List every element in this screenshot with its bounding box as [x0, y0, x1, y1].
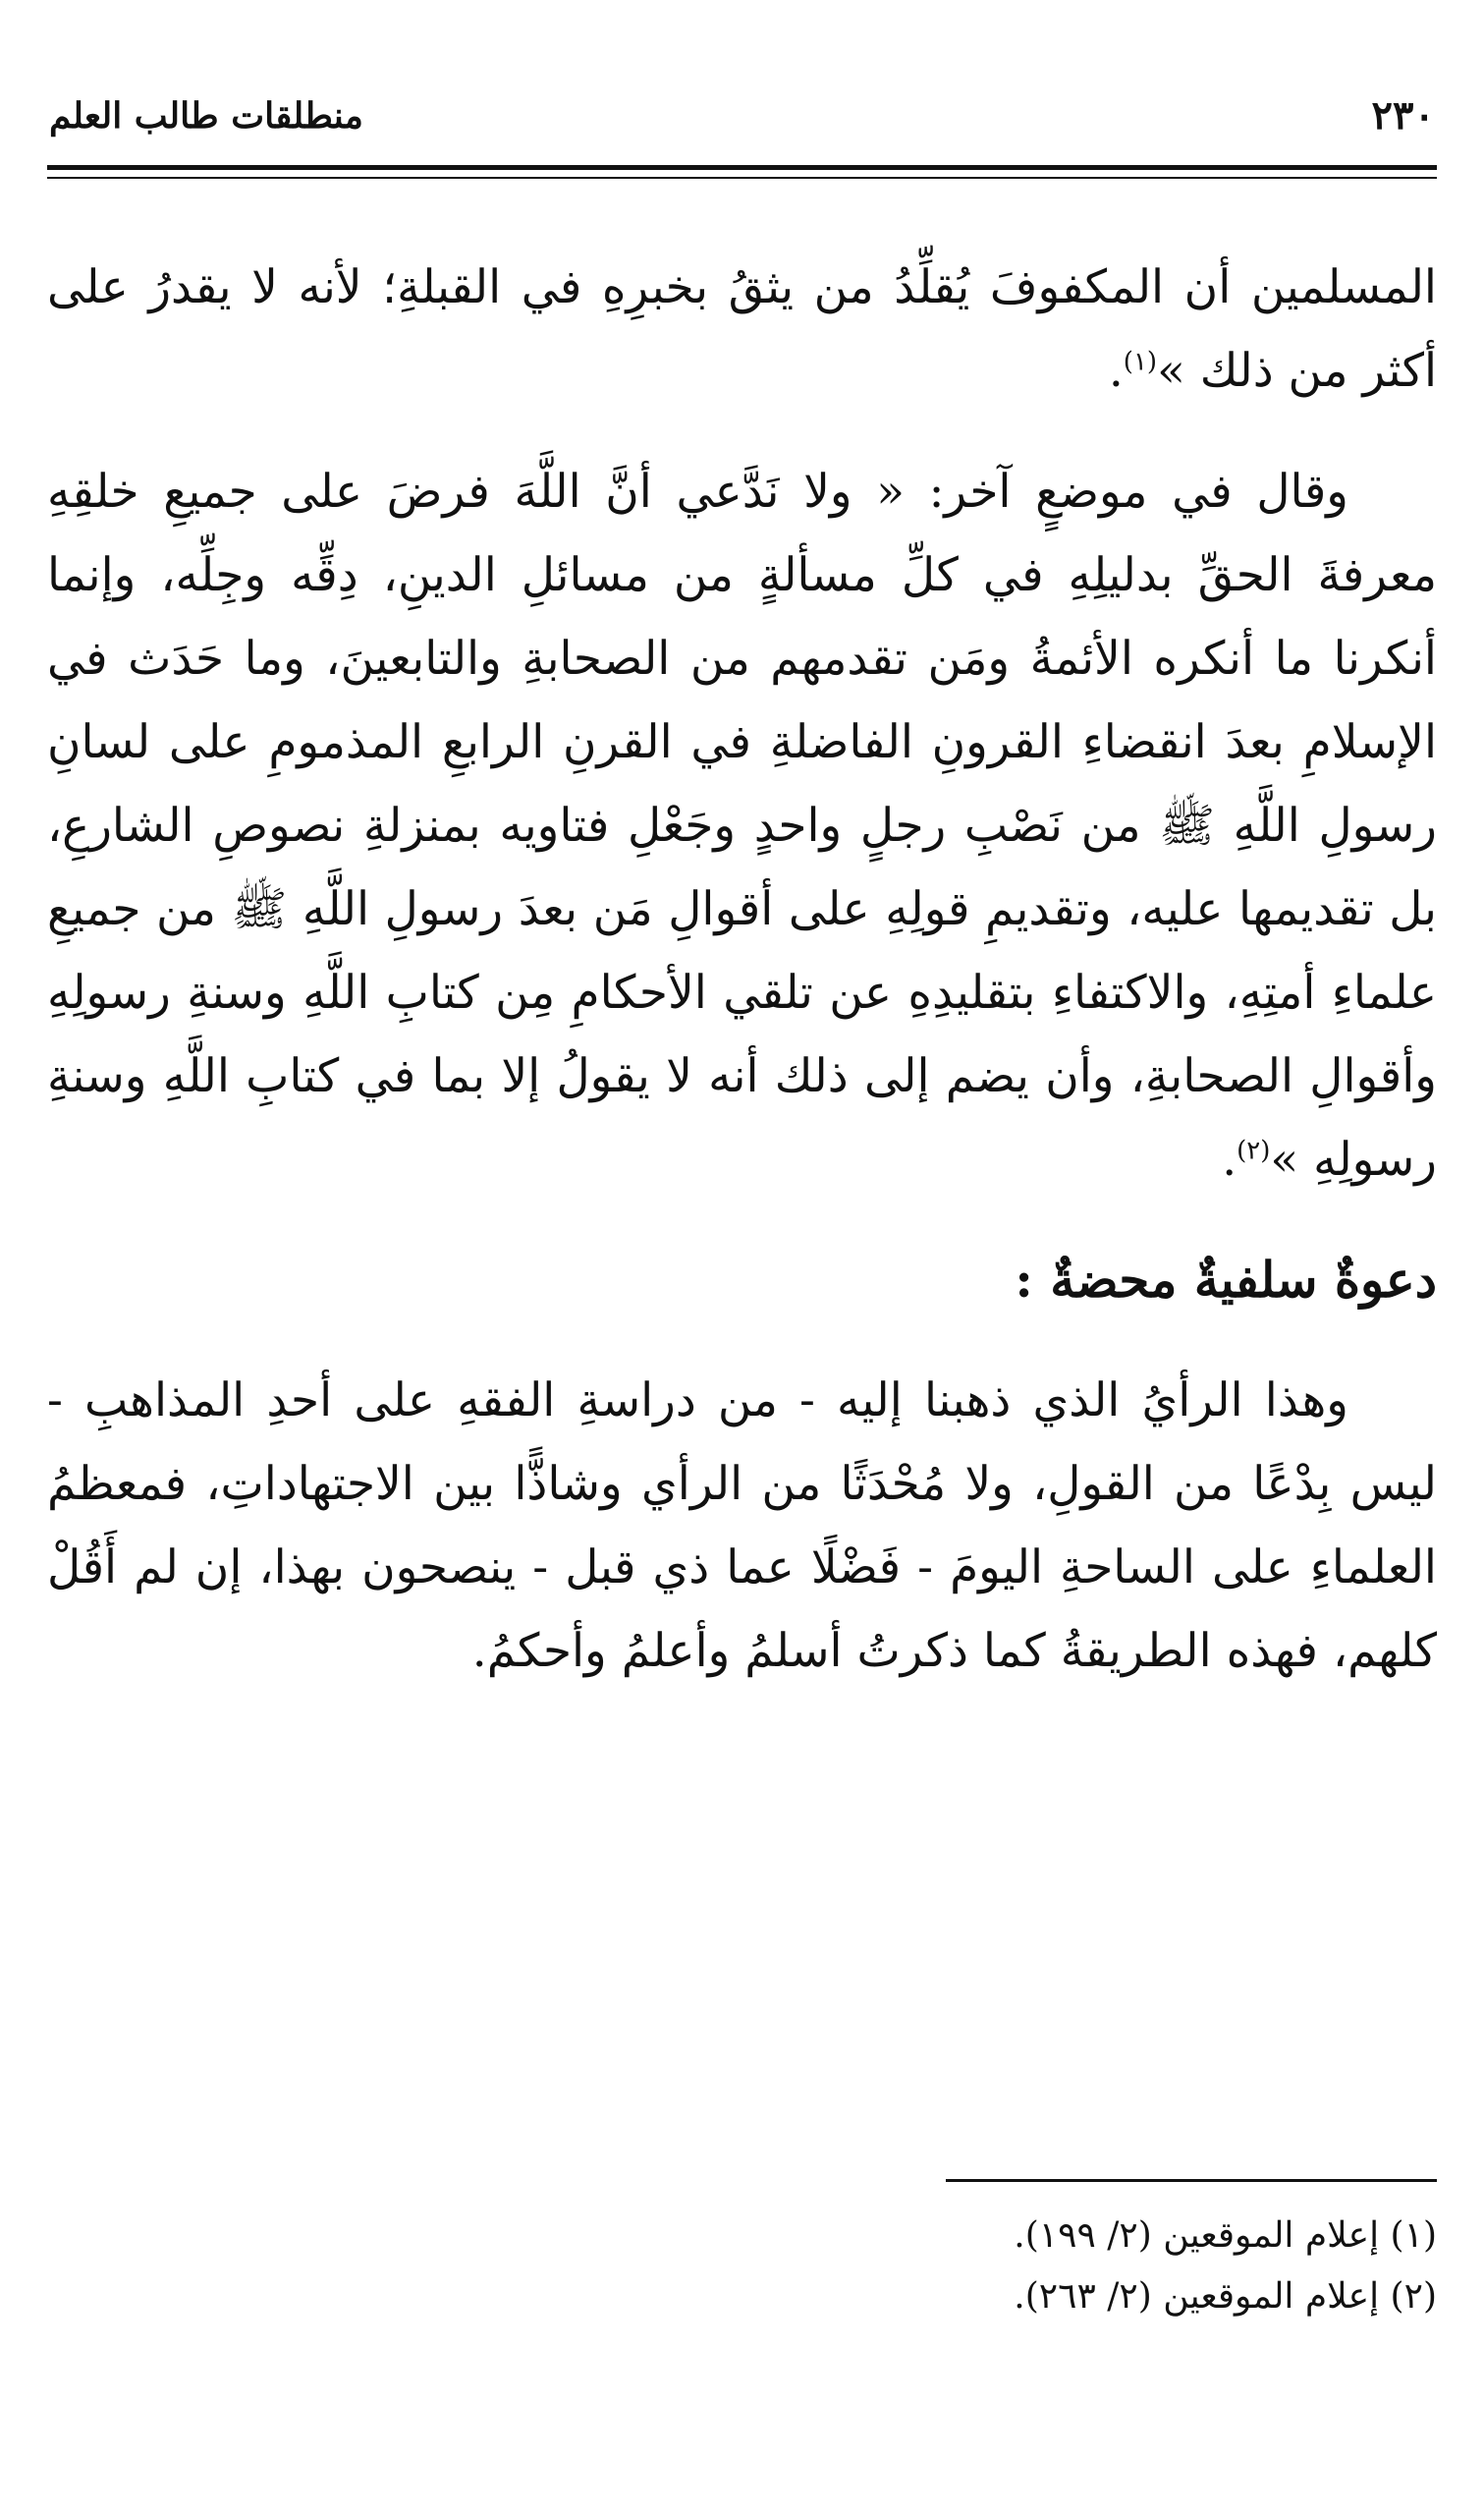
paragraph-1-text: المسلمين أن المكفوفَ يُقلِّدُ من يثقُ بخبرِهِ في القبلةِ؛ لأنه لا يقدرُ على أكثر من ذلك »: [47, 260, 1437, 398]
footnote-2: (٢) إعلام الموقعين (٢/ ٢٦٣).: [1014, 2276, 1437, 2317]
paragraph-2-end: .: [1222, 1133, 1237, 1187]
footnote-ref-1: (١): [1123, 347, 1158, 377]
footnotes: [47, 2206, 1437, 2327]
section-heading: دعوةٌ سلفيةٌ محضةٌ :: [1015, 1251, 1437, 1309]
paragraph-3: وهذا الرأيُ الذي ذهبنا إليه - من دراسةِ الفقهِ على أحدِ المذاهبِ - ليس بِدْعًا من القولِ، ولا مُحْدَثًا من الرأي وشاذًّا بين الاجتهاداتِ، فمعظمُ العلماءِ على الساحةِ اليومَ - فَضْلًا عما ذي قبل - ينصحون بهذا، إن لم أَقُلْ كلهم، فهذه الطريقةُ كما ذكرتُ أسلمُ وأعلمُ وأحكمُ.: [47, 1373, 1437, 1678]
footnote-separator: [946, 2179, 1437, 2182]
header-rule-thick: [47, 165, 1437, 170]
paragraph-2: [47, 450, 1437, 1202]
footnote-ref-2: (٢): [1237, 1136, 1271, 1166]
running-title: منطلقات طالب العلم: [49, 95, 363, 137]
paragraph-2-text: وقال في موضعٍ آخر: « ولا نَدَّعي أنَّ اللَّهَ فرضَ على جميعِ خلقِهِ معرفةَ الحقِّ بدليلِهِ في كلِّ مسألةٍ من مسائلِ الدينِ، دِقِّه وجِلِّه، وإنما أنكرنا ما أنكره الأئمةُ ومَن تقدمهم من الصحابةِ والتابعينَ، وما حَدَث في الإسلامِ بعدَ انقضاءِ القرونِ الفاضلةِ في القرنِ الرابعِ المذمومِ على لسانِ رسولِ اللَّهِ ﷺ من نَصْبِ رجلٍ واحدٍ وجَعْلِ فتاويه بمنزلةِ نصوصِ الشارعِ، بل تقديمها عليه، وتقديمِ قولِهِ على أقوالِ مَن بعدَ رسولِ اللَّهِ ﷺ من جميعِ علماءِ أمتِهِ، والاكتفاءِ بتقليدِهِ عن تلقي الأحكامِ مِن كتابِ اللَّهِ وسنةِ رسولِهِ وأقوالِ الصحابةِ، وأن يضم إلى ذلك أنه لا يقولُ إلا بما في كتابِ اللَّهِ وسنةِ رسولِهِ »: [47, 465, 1437, 1187]
page-header: [47, 86, 1437, 145]
body-text: [47, 246, 1437, 1693]
footnote-1: (١) إعلام الموقعين (٢/ ١٩٩).: [1014, 2215, 1437, 2256]
header-rule-thin: [47, 177, 1437, 179]
paragraph-1-end: .: [1108, 344, 1124, 398]
page-number: ٢٣٠: [1371, 92, 1435, 139]
paragraph-1: [47, 246, 1437, 413]
